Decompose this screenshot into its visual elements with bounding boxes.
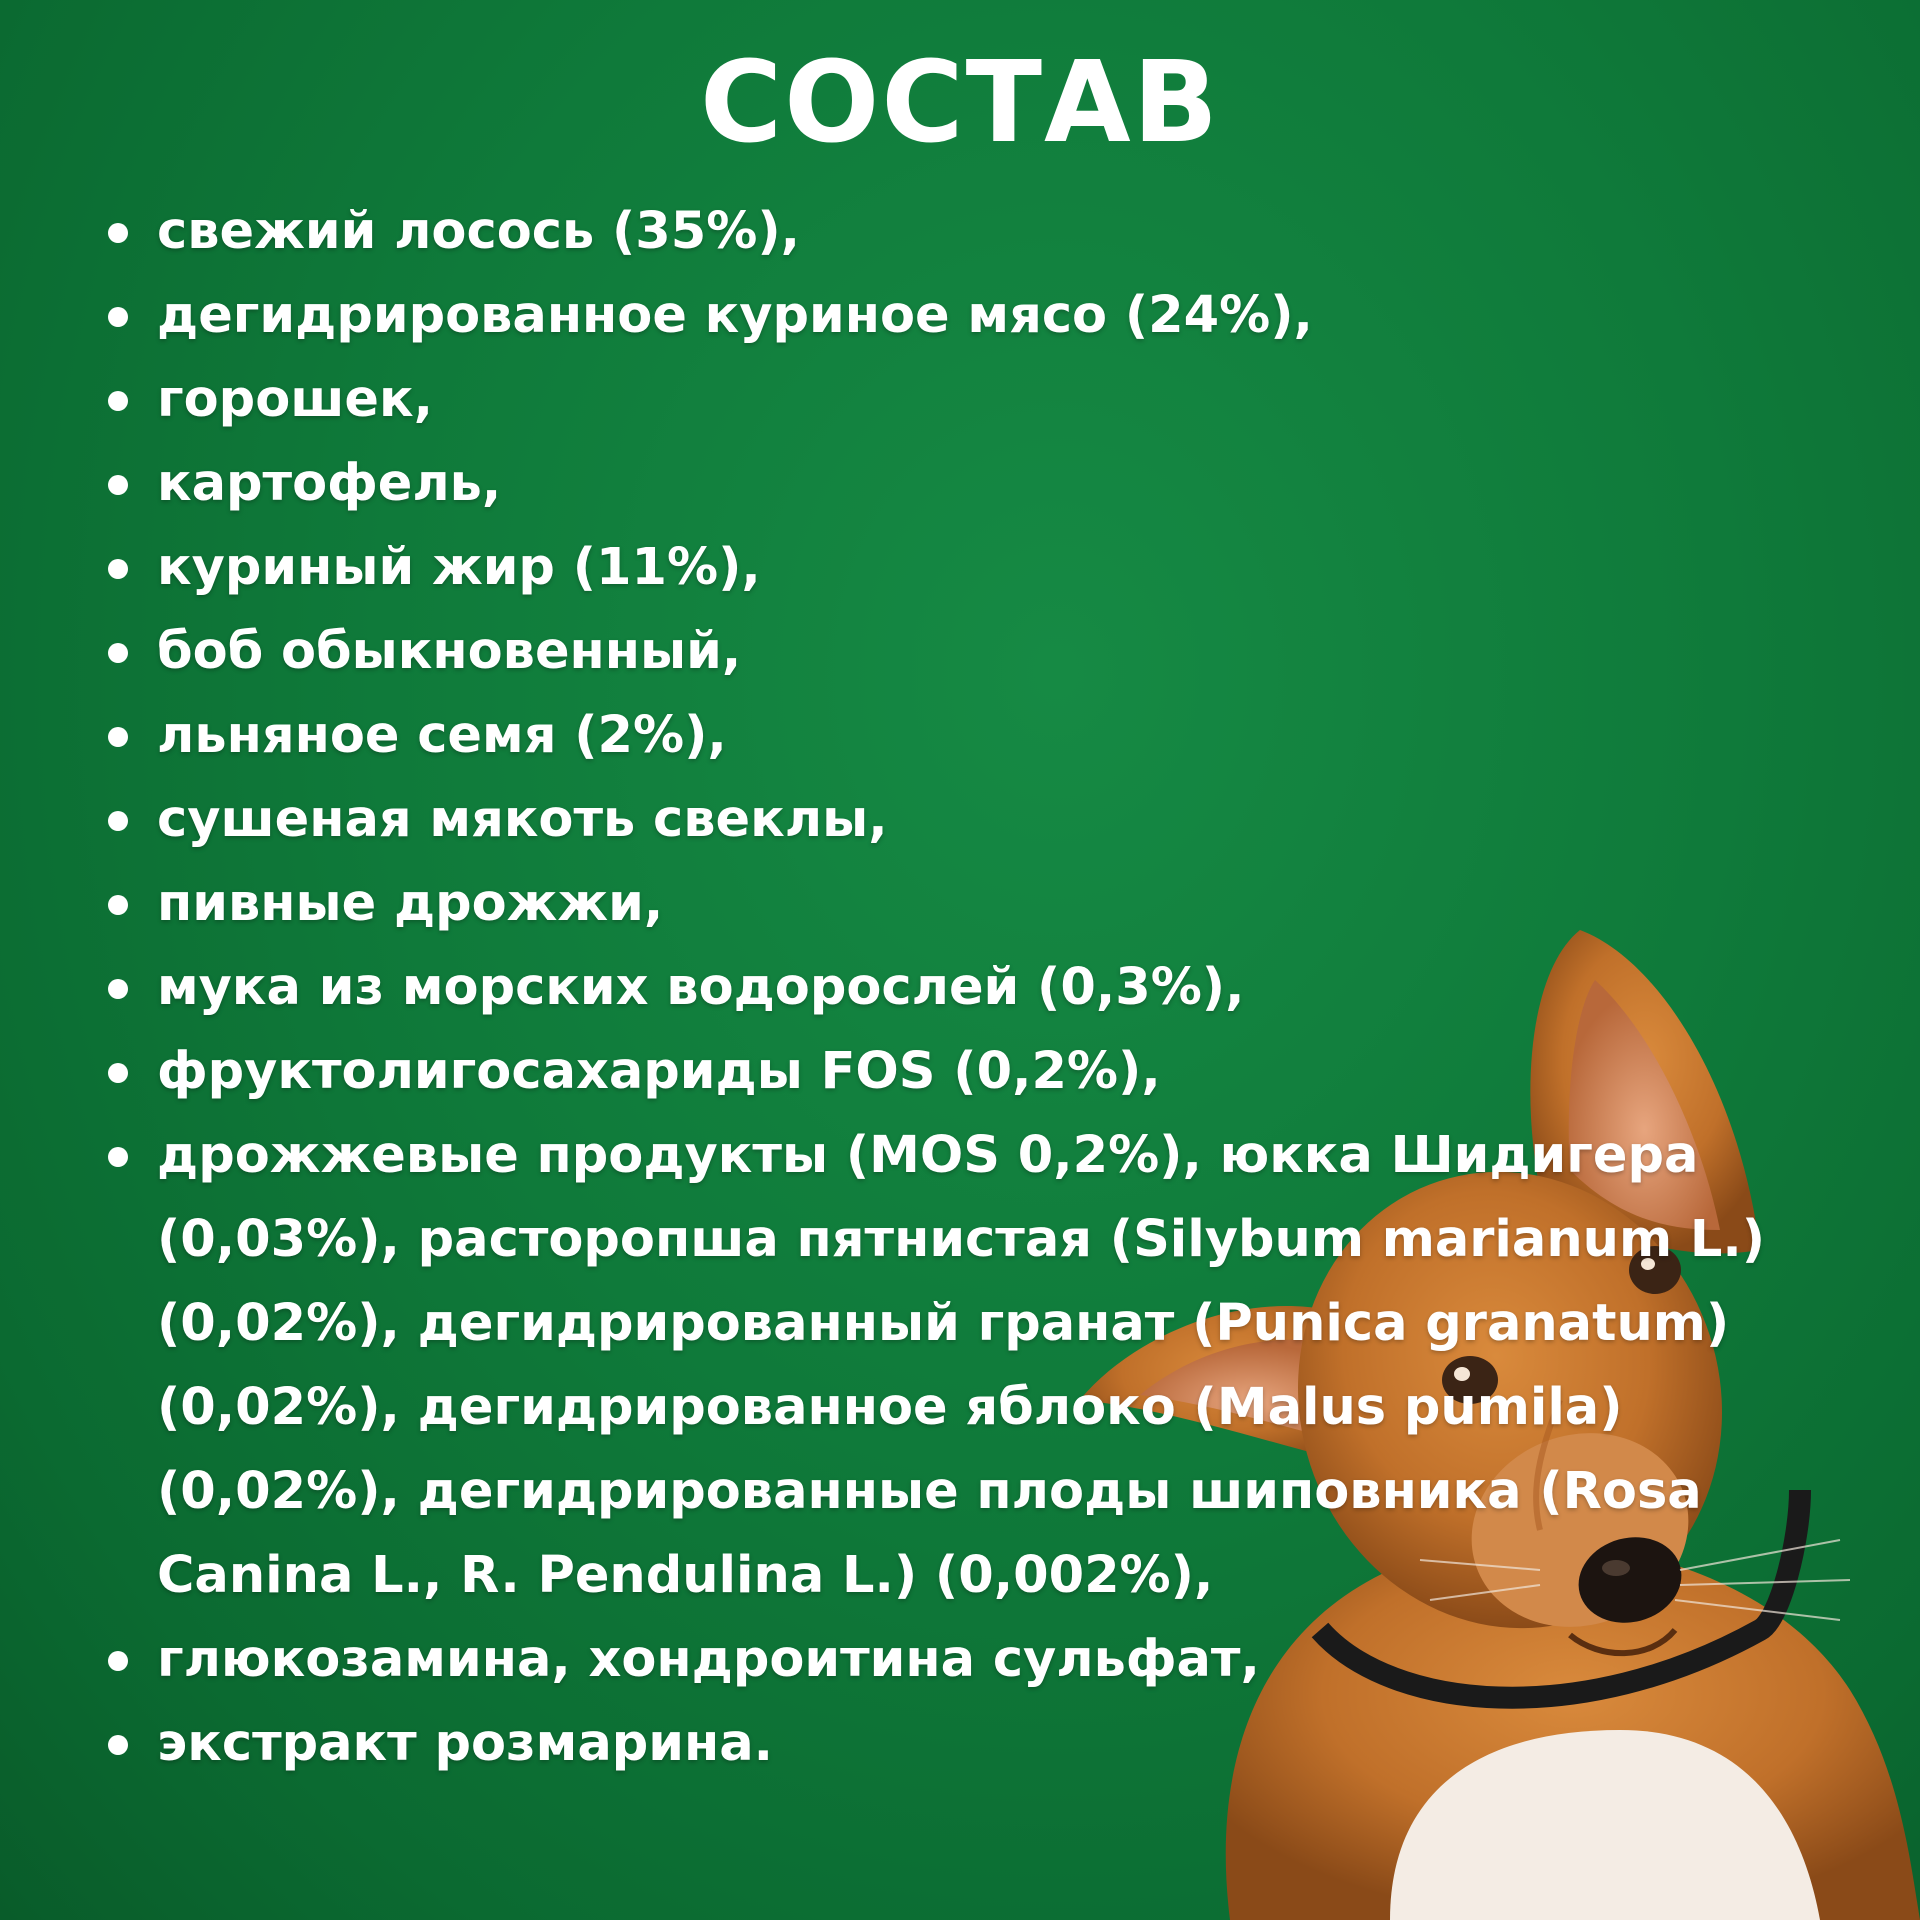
- bullet-icon: [108, 979, 128, 999]
- bullet-icon: [108, 1147, 128, 1167]
- bullet-icon: [108, 727, 128, 747]
- list-item: [100, 778, 1840, 862]
- ingredient-text: льняное семя (2%),: [157, 706, 727, 765]
- list-item: [100, 190, 1840, 274]
- bullet-icon: [108, 895, 128, 915]
- bullet-icon: [108, 391, 128, 411]
- list-item: [100, 946, 1840, 1030]
- ingredient-text: картофель,: [157, 454, 502, 513]
- bullet-icon: [108, 223, 128, 243]
- bullet-icon: [108, 643, 128, 663]
- ingredient-text: экстракт розмарина.: [157, 1714, 774, 1773]
- ingredient-text: свежий лосось (35%),: [157, 202, 801, 261]
- list-item: [100, 694, 1840, 778]
- bullet-icon: [108, 1735, 128, 1755]
- ingredient-text: дрожжевые продукты (MOS 0,2%), юкка Шидигера (0,03%), расторопша пятнистая (Silybum marianum L.) (0,02%), дегидрированный гранат (Punica granatum) (0,02%), дегидрированное яблоко (Malus pumila) (0,02%), дегидрированные плоды шиповника (Rosa Canina L., R. Pendulina L.) (0,002%),: [157, 1126, 1766, 1605]
- ingredient-text: мука из морских водорослей (0,3%),: [157, 958, 1245, 1017]
- list-item: [100, 610, 1840, 694]
- ingredient-text: глюкозамина, хондроитина сульфат,: [157, 1630, 1260, 1689]
- list-item: [100, 1618, 1840, 1702]
- bullet-icon: [108, 1651, 128, 1671]
- list-item: [100, 274, 1840, 358]
- ingredient-text: сушеная мякоть свеклы,: [157, 790, 888, 849]
- ingredient-text: пивные дрожжи,: [157, 874, 664, 933]
- ingredient-text: дегидрированное куриное мясо (24%),: [157, 286, 1313, 345]
- bullet-icon: [108, 475, 128, 495]
- page-title: СОСТАВ: [699, 38, 1221, 168]
- ingredient-text: боб обыкновенный,: [157, 622, 742, 681]
- list-item: [100, 1114, 1840, 1618]
- list-item: [100, 1702, 1840, 1786]
- ingredient-text: куриный жир (11%),: [157, 538, 761, 597]
- list-item: [100, 1030, 1840, 1114]
- bullet-icon: [108, 811, 128, 831]
- bullet-icon: [108, 1063, 128, 1083]
- ingredient-text: горошек,: [157, 370, 433, 429]
- bullet-icon: [108, 559, 128, 579]
- bullet-icon: [108, 307, 128, 327]
- ingredient-text: фруктолигосахариды FOS (0,2%),: [157, 1042, 1161, 1101]
- ingredients-list: [100, 190, 1840, 1786]
- list-item: [100, 862, 1840, 946]
- list-item: [100, 526, 1840, 610]
- list-item: [100, 358, 1840, 442]
- list-item: [100, 442, 1840, 526]
